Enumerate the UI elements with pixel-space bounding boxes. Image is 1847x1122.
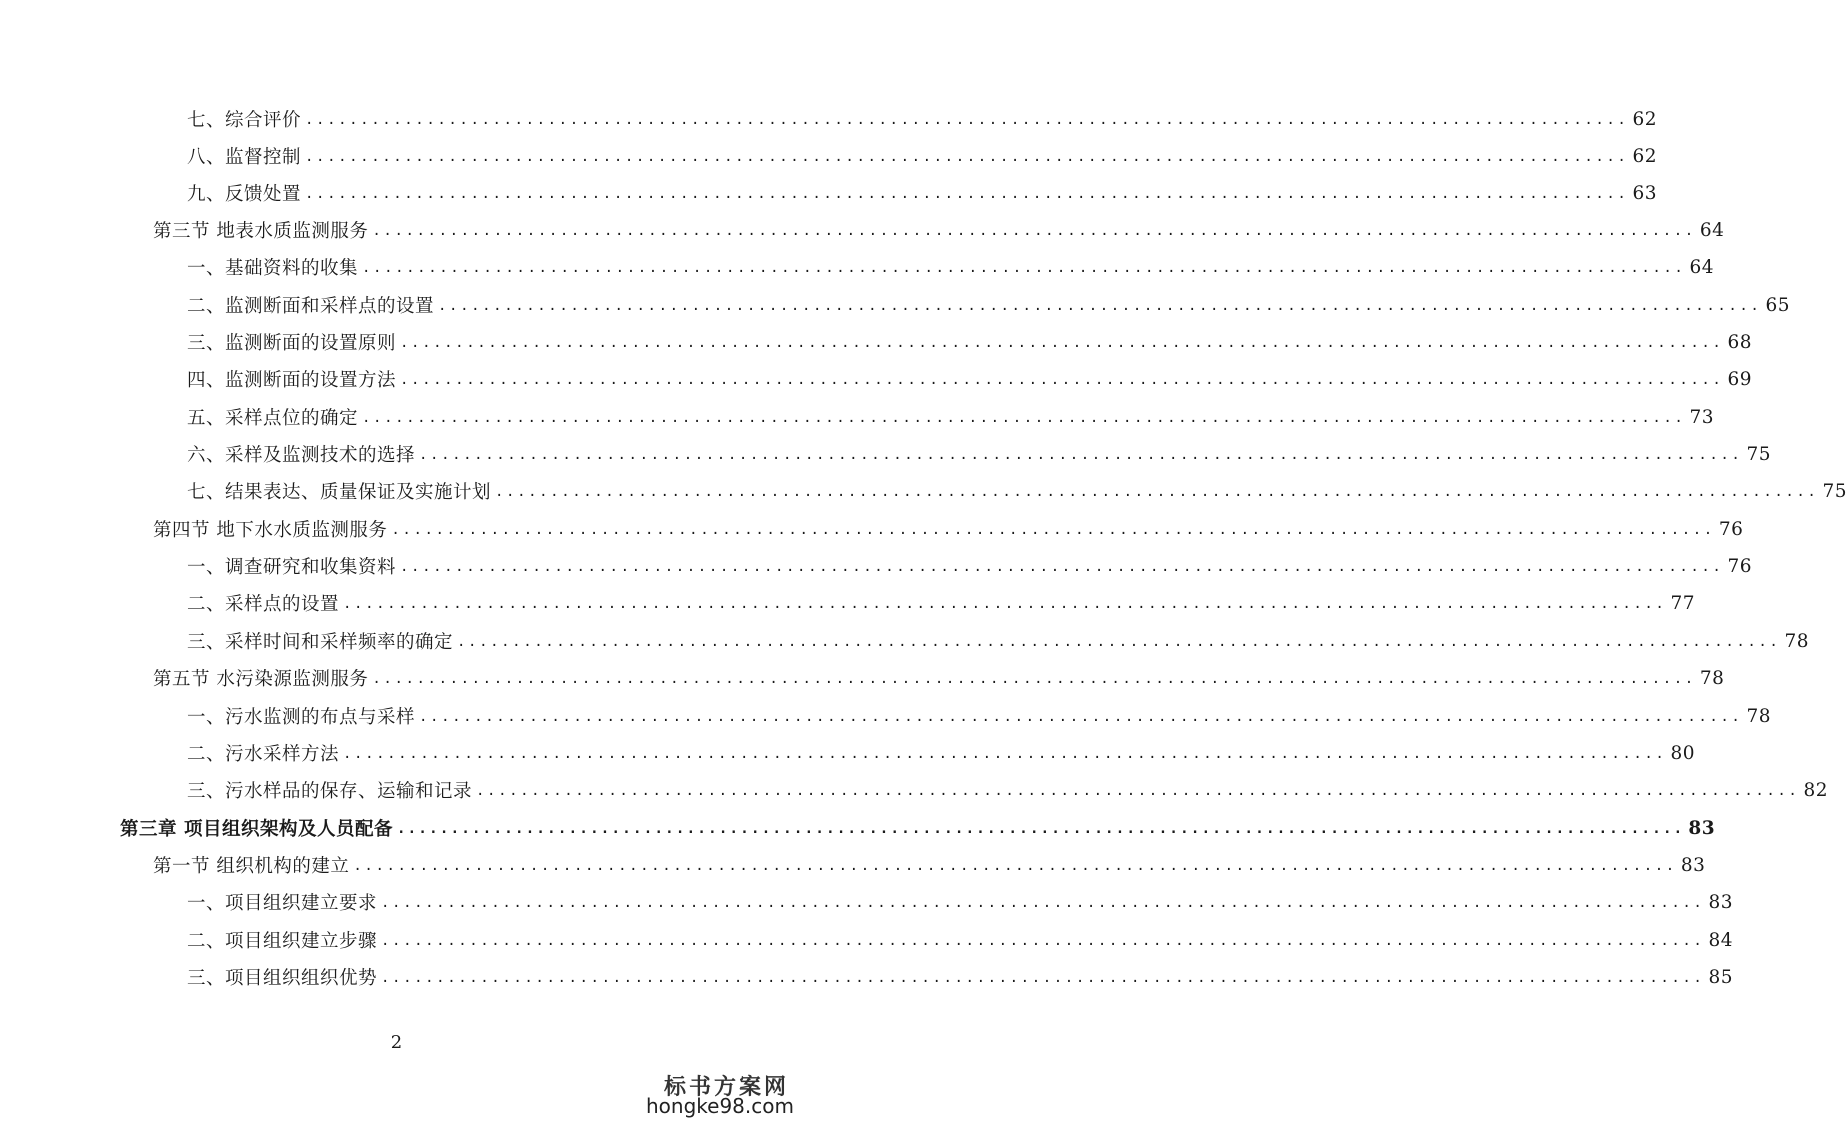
- toc-entry-label: 一、污水监测的布点与采样: [187, 707, 416, 728]
- toc-entry-label: 二、监测断面和采样点的设置: [187, 296, 435, 317]
- toc-entry-label: 七、综合评价: [187, 110, 302, 131]
- toc-entry-label: 第四节 地下水水质监测服务: [153, 520, 388, 541]
- page-number: 2: [390, 1032, 403, 1053]
- dot-leader: ........................................................................................................................: [419, 447, 1743, 463]
- toc-entry[interactable]: [153, 514, 1744, 544]
- toc-entry-page: 75: [1822, 480, 1847, 502]
- dot-leader: ........................................................................................................................: [305, 112, 1629, 128]
- toc-entry[interactable]: [187, 962, 1734, 992]
- toc-entry[interactable]: [153, 850, 1706, 880]
- toc-entry-page: 68: [1727, 331, 1753, 353]
- toc-entry-page: 64: [1699, 219, 1725, 241]
- dot-leader: ........................................................................................................................: [400, 372, 1724, 388]
- toc-entry-page: 78: [1784, 630, 1810, 652]
- dot-leader: ........................................................................................................................: [372, 223, 1696, 239]
- toc-entry-page: 80: [1670, 742, 1696, 764]
- toc-entry-label: 八、监督控制: [187, 147, 302, 168]
- toc-entry-label: 七、结果表达、质量保证及实施计划: [187, 482, 492, 503]
- toc-entry-label: 五、采样点位的确定: [187, 408, 359, 429]
- toc-entry-label: 二、采样点的设置: [187, 594, 340, 615]
- toc-entry-label: 四、监测断面的设置方法: [187, 370, 397, 391]
- toc-entry-page: 85: [1708, 966, 1734, 988]
- toc-entry-page: 76: [1718, 518, 1744, 540]
- toc-entry[interactable]: [187, 252, 1715, 282]
- dot-leader: ........................................................................................................................: [457, 634, 1781, 650]
- watermark-url: hongke98.com: [646, 1094, 794, 1118]
- toc-entry[interactable]: [153, 215, 1725, 245]
- toc-entry[interactable]: [187, 887, 1734, 917]
- dot-leader: ........................................................................................................................: [362, 410, 1686, 426]
- dot-leader: ........................................................................................................................: [381, 933, 1705, 949]
- toc-entry-page: 65: [1765, 294, 1791, 316]
- toc-entry-page: 62: [1632, 108, 1658, 130]
- toc-entry-label: 三、污水样品的保存、运输和记录: [187, 781, 473, 802]
- toc-entry[interactable]: [187, 775, 1829, 805]
- toc-entry-page: 73: [1689, 406, 1715, 428]
- dot-leader: ........................................................................................................................: [381, 970, 1705, 986]
- toc-chapter-entry[interactable]: [120, 813, 1716, 843]
- toc-entry-label: 六、采样及监测技术的选择: [187, 445, 416, 466]
- toc-entry[interactable]: [187, 141, 1658, 171]
- toc-entry-label: 第三节 地表水质监测服务: [153, 221, 369, 242]
- toc-entry[interactable]: [187, 588, 1696, 618]
- dot-leader: ........................................................................................................................: [305, 186, 1629, 202]
- toc-entry-label: 第三章 项目组织架构及人员配备: [120, 819, 393, 840]
- watermark-logo-text: 标书方案网: [664, 1075, 790, 1100]
- toc-entry[interactable]: [153, 663, 1725, 693]
- dot-leader: ........................................................................................................................: [438, 298, 1762, 314]
- toc-entry[interactable]: [187, 327, 1753, 357]
- toc-entry[interactable]: [187, 178, 1658, 208]
- toc-entry[interactable]: [187, 551, 1753, 581]
- dot-leader: ........................................................................................................................: [343, 596, 1667, 612]
- toc-entry-page: 63: [1632, 182, 1658, 204]
- toc-entry-page: 77: [1670, 592, 1696, 614]
- toc-entry-page: 62: [1632, 145, 1658, 167]
- toc-entry[interactable]: [187, 290, 1791, 320]
- dot-leader: ........................................................................................................................: [381, 895, 1705, 911]
- dot-leader: ........................................................................................................................: [362, 260, 1686, 276]
- toc-entry-page: 83: [1688, 817, 1716, 839]
- toc-entry-label: 三、监测断面的设置原则: [187, 333, 397, 354]
- toc-entry[interactable]: [187, 476, 1847, 506]
- toc-entry[interactable]: [187, 364, 1753, 394]
- toc-entry-page: 76: [1727, 555, 1753, 577]
- toc-entry-label: 一、调查研究和收集资料: [187, 557, 397, 578]
- dot-leader: ........................................................................................................................: [400, 559, 1724, 575]
- toc-entry-page: 75: [1746, 443, 1772, 465]
- dot-leader: ........................................................................................................................: [391, 522, 1715, 538]
- dot-leader: ........................................................................................................................: [353, 858, 1677, 874]
- dot-leader: ........................................................................................................................: [476, 783, 1800, 799]
- toc-entry-page: 78: [1699, 667, 1725, 689]
- toc-entry-label: 三、采样时间和采样频率的确定: [187, 632, 454, 653]
- toc-entry-page: 84: [1708, 929, 1734, 951]
- toc-entry-page: 83: [1680, 854, 1706, 876]
- toc-entry[interactable]: [187, 439, 1772, 469]
- toc-entry-label: 一、项目组织建立要求: [187, 893, 378, 914]
- toc-entry[interactable]: [187, 626, 1810, 656]
- dot-leader: ........................................................................................................................: [305, 149, 1629, 165]
- toc-entry-label: 第五节 水污染源监测服务: [153, 669, 369, 690]
- toc-entry-page: 78: [1746, 705, 1772, 727]
- toc-entry-page: 82: [1803, 779, 1829, 801]
- toc-entry-page: 64: [1689, 256, 1715, 278]
- toc-entry[interactable]: [187, 738, 1696, 768]
- dot-leader: ........................................................................................................................: [419, 709, 1743, 725]
- toc-entry[interactable]: [187, 701, 1772, 731]
- toc-entry[interactable]: [187, 925, 1734, 955]
- toc-entry-label: 二、项目组织建立步骤: [187, 931, 378, 952]
- toc-entry-page: 83: [1708, 891, 1734, 913]
- toc-entry-label: 二、污水采样方法: [187, 744, 340, 765]
- dot-leader: ........................................................................................................................: [495, 484, 1819, 500]
- dot-leader: ........................................................................................................................: [400, 335, 1724, 351]
- toc-entry[interactable]: [187, 104, 1658, 134]
- toc-entry-label: 三、项目组织组织优势: [187, 968, 378, 989]
- toc-entry[interactable]: [187, 402, 1715, 432]
- dot-leader: ........................................................................................................................: [372, 671, 1696, 687]
- dot-leader: ........................................................................................................................: [343, 746, 1667, 762]
- toc-entry-label: 第一节 组织机构的建立: [153, 856, 350, 877]
- toc-entry-page: 69: [1727, 368, 1753, 390]
- dot-leader: ........................................................................................................................: [396, 821, 1685, 837]
- toc-entry-label: 九、反馈处置: [187, 184, 302, 205]
- toc-entry-label: 一、基础资料的收集: [187, 258, 359, 279]
